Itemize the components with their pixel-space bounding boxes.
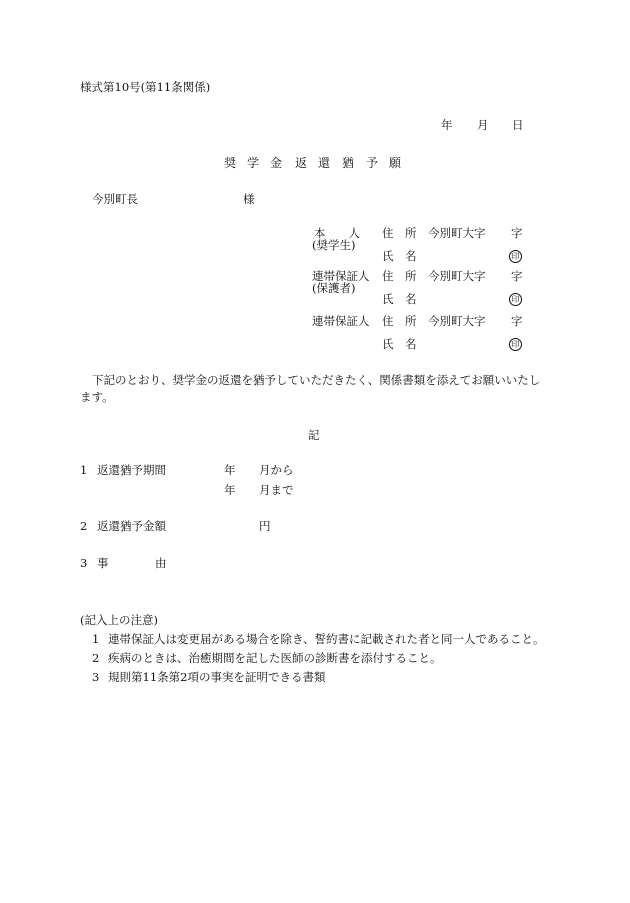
address-suffix: 字 <box>511 269 523 283</box>
party-role-sub: (奨学生) <box>312 238 356 252</box>
item-label: 事 <box>97 556 109 570</box>
party-role: 連帯保証人 <box>312 269 370 283</box>
note-number: 2 <box>92 651 100 665</box>
title-char: 返 <box>295 156 308 170</box>
address-label: 住 所 <box>382 269 417 283</box>
note-text: 連帯保証人は変更届がある場合を除き、誓約書に記載された者と同一人であること。 <box>108 632 545 646</box>
amount-unit: 円 <box>259 519 271 533</box>
notes-heading: (記入上の注意) <box>80 613 158 627</box>
note-text: 規則第11条第2項の事実を証明できる書類 <box>108 670 326 684</box>
item-label: 由 <box>155 556 167 570</box>
date-month: 月 <box>477 118 489 132</box>
name-label: 氏 名 <box>382 337 417 351</box>
address-label: 住 所 <box>382 226 417 240</box>
party-role: 連帯保証人 <box>312 314 370 328</box>
item-label: 返還猶予期間 <box>97 463 166 477</box>
title-char: 予 <box>366 156 379 170</box>
title-char: 還 <box>318 156 331 170</box>
item-number: 1 <box>80 463 88 477</box>
date-year: 年 <box>441 118 453 132</box>
address-prefix: 今別町大字 <box>428 314 486 328</box>
title-char: 猶 <box>342 156 355 170</box>
address-suffix: 字 <box>511 226 523 240</box>
address-label: 住 所 <box>382 314 417 328</box>
note-number: 1 <box>92 632 100 646</box>
party-role-sub: (保護者) <box>312 281 356 295</box>
address-suffix: 字 <box>511 314 523 328</box>
seal-mark: 印 <box>509 338 522 351</box>
note-number: 3 <box>92 670 100 684</box>
seal-mark: 印 <box>509 293 522 306</box>
item-number: 2 <box>80 519 88 533</box>
title-char: 願 <box>389 156 402 170</box>
period-to-year: 年 <box>224 483 236 497</box>
name-label: 氏 名 <box>382 249 417 263</box>
period-to-month: 月まで <box>259 483 294 497</box>
body-text: ます。 <box>80 390 114 404</box>
period-from-year: 年 <box>224 463 236 477</box>
item-label: 返還猶予金額 <box>97 519 166 533</box>
addressee-honorific: 様 <box>243 192 255 206</box>
title-char: 学 <box>247 156 260 170</box>
period-from-month: 月から <box>259 463 294 477</box>
address-prefix: 今別町大字 <box>428 226 486 240</box>
note-text: 疾病のときは、治癒期間を記した医師の診断書を添付すること。 <box>108 651 442 665</box>
name-label: 氏 名 <box>382 292 417 306</box>
title-char: 奨 <box>224 156 237 170</box>
ki-heading: 記 <box>308 428 320 442</box>
title-char: 金 <box>270 156 283 170</box>
seal-mark: 印 <box>509 250 522 263</box>
item-number: 3 <box>80 556 88 570</box>
party-role: 本 人 <box>314 226 360 240</box>
address-prefix: 今別町大字 <box>428 269 486 283</box>
body-text: 下記のとおり、奨学金の返還を猶予していただきたく、関係書類を添えてお願いいたし <box>92 373 541 387</box>
addressee-name: 今別町長 <box>92 192 138 206</box>
date-day: 日 <box>512 118 524 132</box>
form-number: 様式第10号(第11条関係) <box>80 80 211 94</box>
